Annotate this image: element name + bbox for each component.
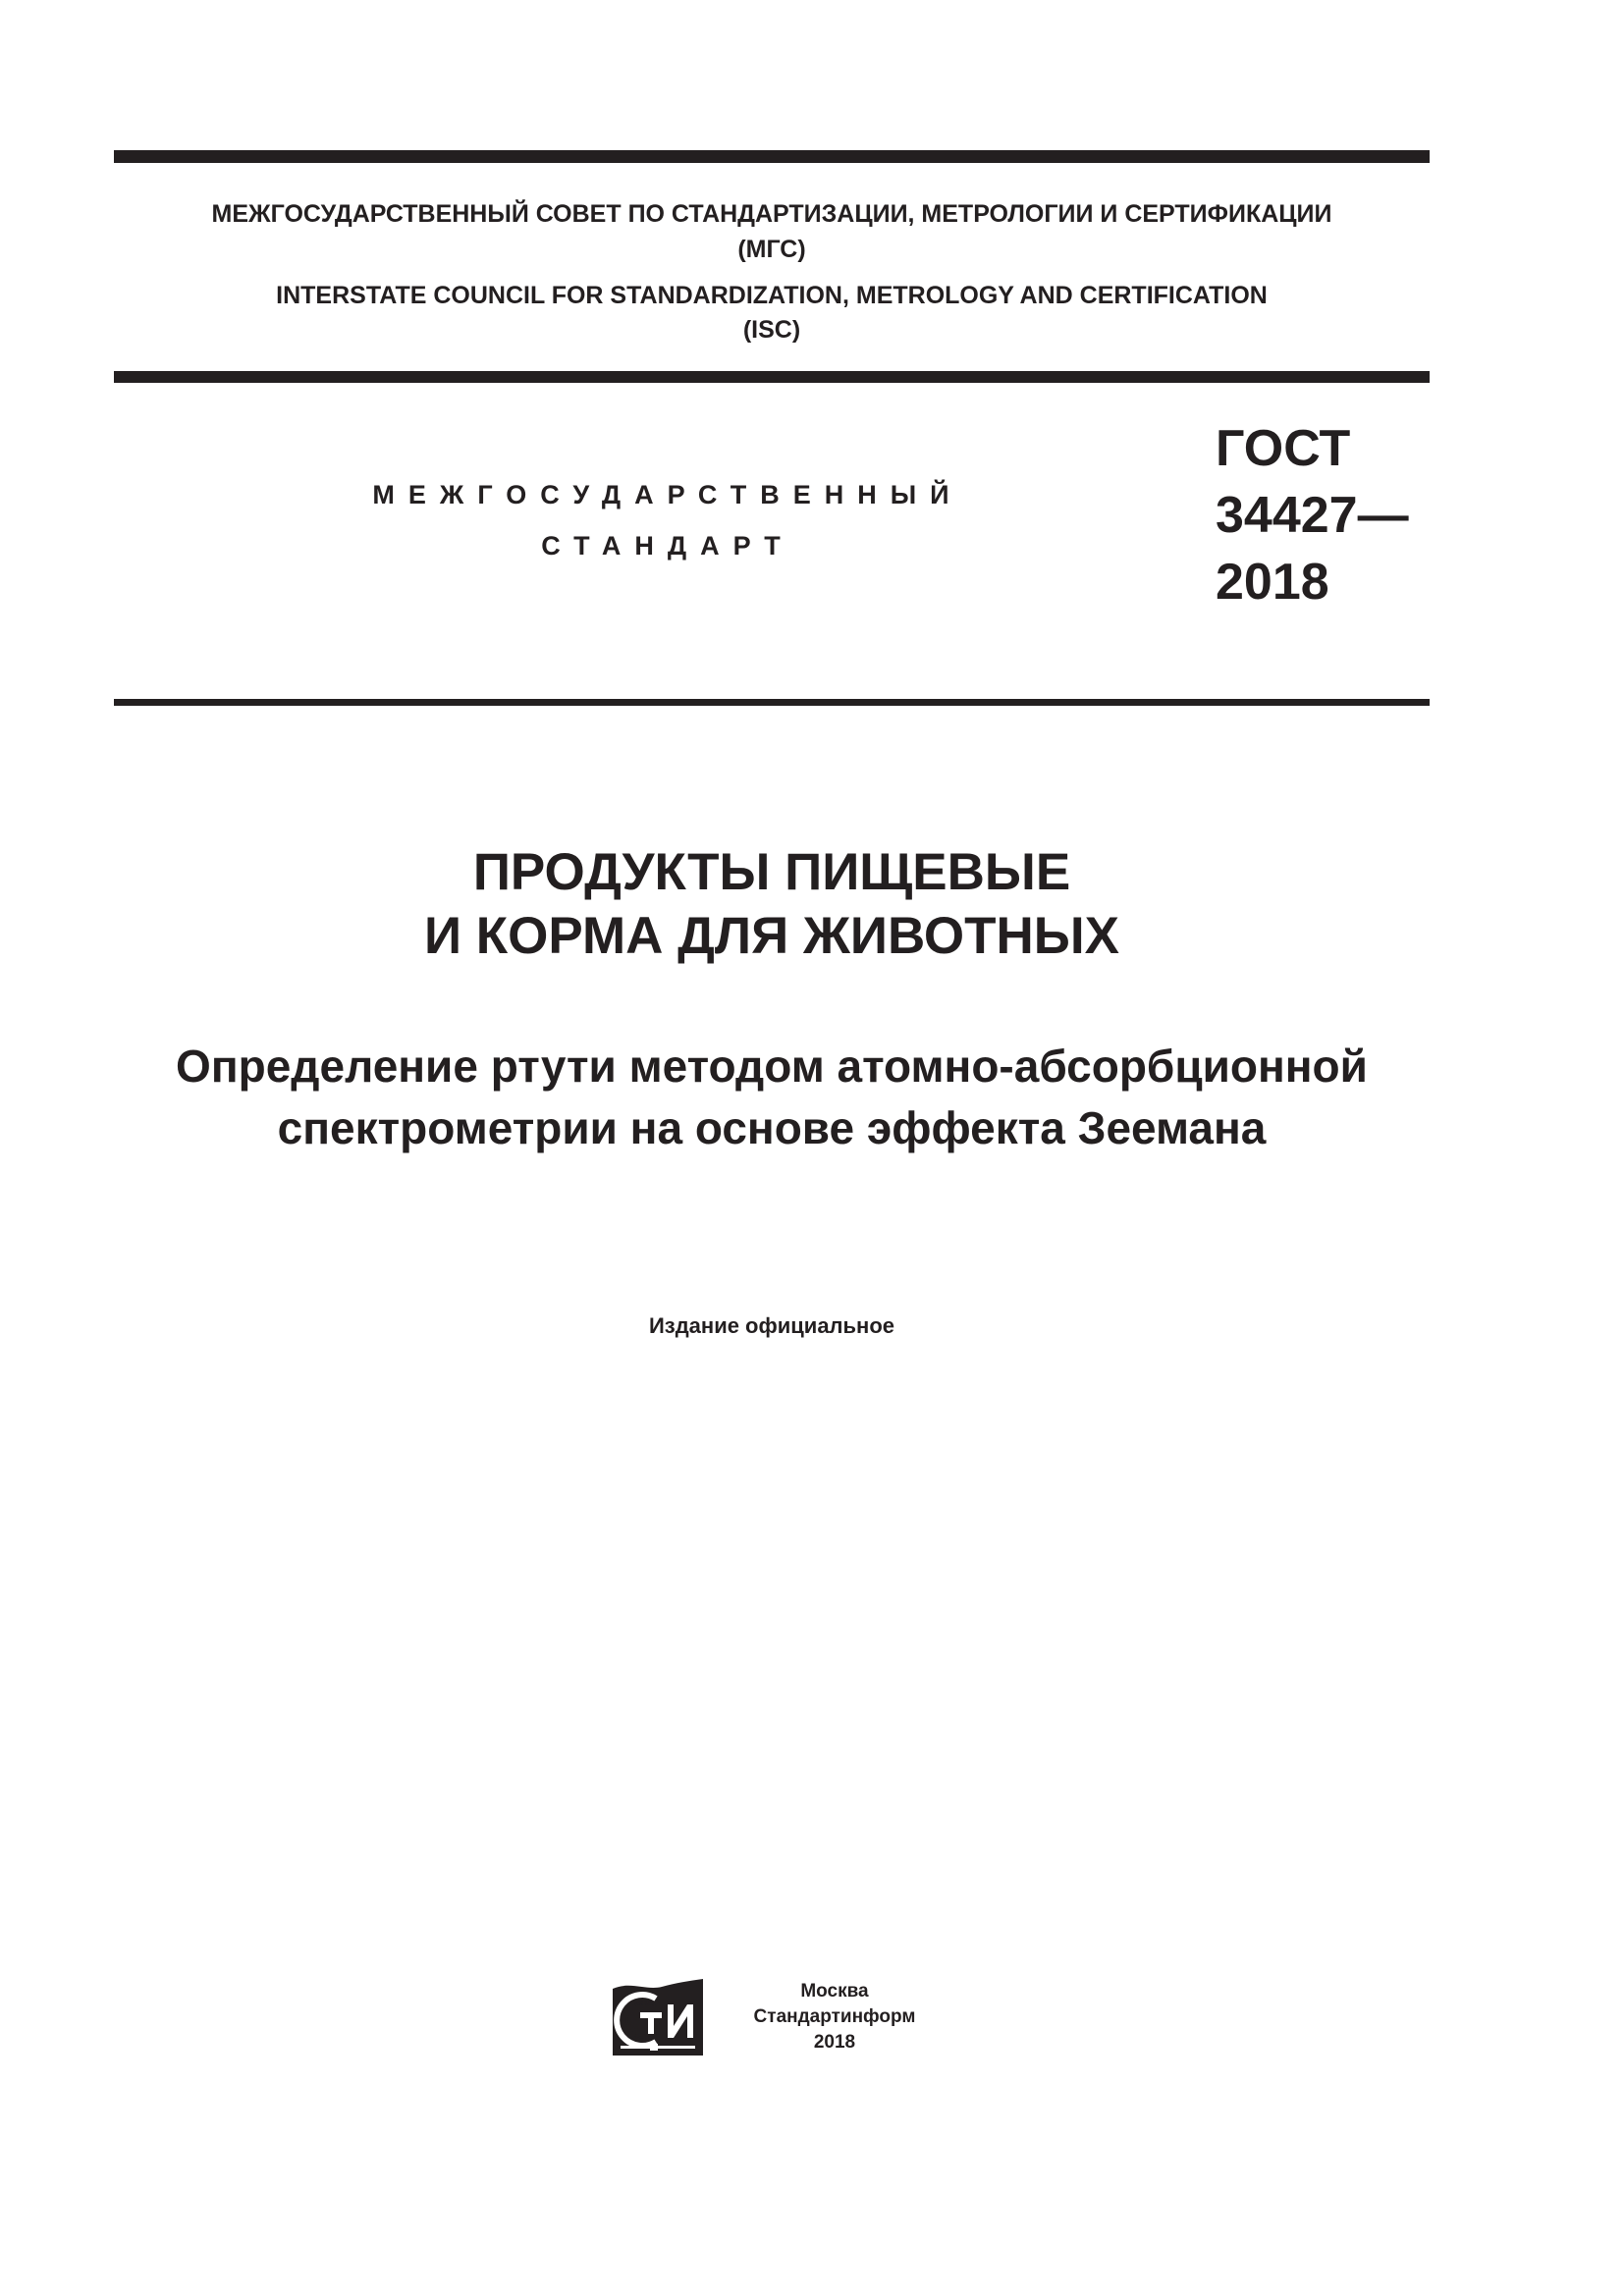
council-abbr-en: (ISC) (742, 316, 801, 344)
standard-kind-line1: МЕЖГОСУДАРСТВЕННЫЙ (372, 480, 963, 509)
designation-bottom-rule (114, 699, 1430, 706)
document-subtitle-line1: Определение ртути методом атомно-абсорбционной (176, 1041, 1368, 1092)
publisher-name: Стандартинформ (753, 2006, 916, 2027)
gost-year: 2018 (1216, 554, 1329, 611)
document-title-line1: ПРОДУКТЫ ПИЩЕВЫЕ (472, 843, 1071, 901)
council-name-ru: МЕЖГОСУДАРСТВЕННЫЙ СОВЕТ ПО СТАНДАРТИЗАЦИИ, МЕТРОЛОГИИ И СЕРТИФИКАЦИИ (211, 200, 1332, 228)
document-subtitle-line2: спектрометрии на основе эффекта Зеемана (277, 1102, 1267, 1153)
header-bottom-rule (114, 371, 1430, 383)
publisher-city: Москва (800, 1981, 869, 2002)
council-name-en: INTERSTATE COUNCIL FOR STANDARDIZATION, METROLOGY AND CERTIFICATION (276, 282, 1268, 309)
council-abbr-ru: (МГС) (737, 236, 806, 263)
document-title-line2: И КОРМА ДЛЯ ЖИВОТНЫХ (423, 907, 1120, 965)
publisher-year: 2018 (813, 2032, 856, 2053)
gost-label: ГОСТ (1216, 420, 1351, 477)
gost-number: 34427— (1216, 487, 1409, 544)
standartinform-logo-icon (611, 1977, 705, 2057)
top-rule (114, 150, 1430, 163)
standard-kind-line2: СТАНДАРТ (541, 531, 794, 561)
edition-note: Издание официальное (648, 1313, 895, 1338)
